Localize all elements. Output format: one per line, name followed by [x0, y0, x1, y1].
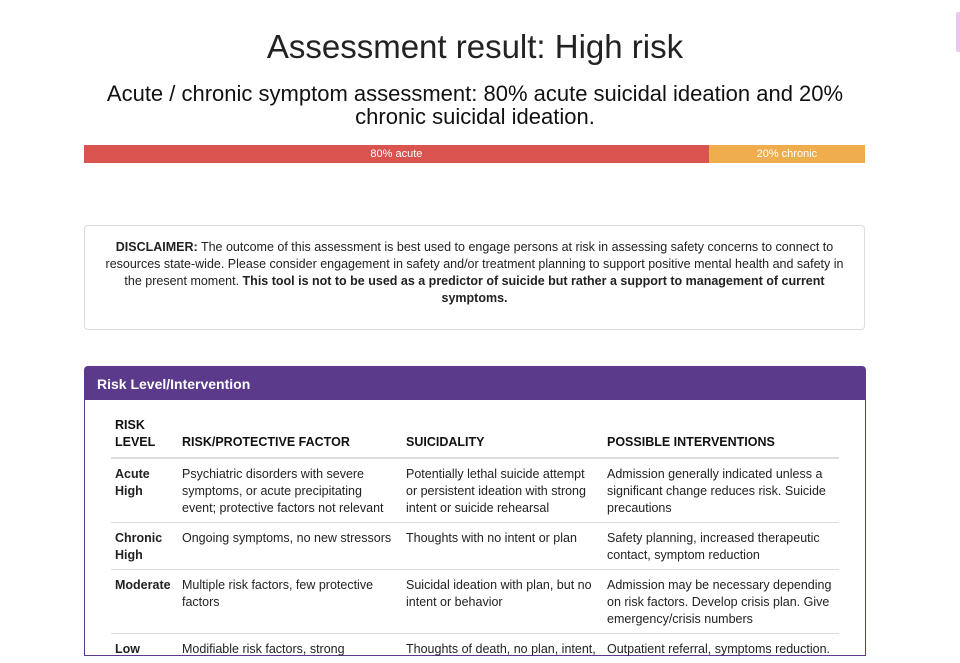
assessment-subtitle: Acute / chronic symptom assessment: 80% acute suicidal ideation and 20% chronic suicidal ideation.: [90, 82, 860, 128]
table-header-row: [111, 417, 839, 458]
disclaimer-box: [84, 225, 865, 330]
suicidality-cell: Suicidal ideation with plan, but no intent or behavior: [402, 570, 603, 634]
page-title: Assessment result: High risk: [0, 28, 950, 66]
table-row: [111, 570, 839, 634]
panel-title: Risk Level/Intervention: [85, 367, 865, 400]
interventions-cell: Admission may be necessary depending on risk factors. Develop crisis plan. Give emergency/crisis numbers: [603, 570, 839, 634]
column-header-risk-level: RISK LEVEL: [111, 417, 178, 458]
column-header-factor: RISK/PROTECTIVE FACTOR: [178, 417, 402, 458]
disclaimer-label: DISCLAIMER:: [116, 240, 198, 254]
risk-level-cell: Low: [111, 634, 178, 663]
column-header-suicidality: SUICIDALITY: [402, 417, 603, 458]
progress-segment-acute: [84, 145, 709, 163]
interventions-cell: Safety planning, increased therapeutic contact, symptom reduction: [603, 523, 839, 570]
disclaimer-emphasis: This tool is not to be used as a predictor of suicide but rather a support to management of current symptoms.: [243, 274, 825, 305]
suicidality-cell: Potentially lethal suicide attempt or persistent ideation with strong intent or suicide rehearsal: [402, 458, 603, 523]
table-row: [111, 458, 839, 523]
table-row: [111, 523, 839, 570]
column-header-interventions: POSSIBLE INTERVENTIONS: [603, 417, 839, 458]
progress-label-chronic: 20% chronic: [757, 148, 818, 160]
suicidality-cell: Thoughts of death, no plan, intent,: [402, 634, 603, 663]
risk-intervention-table: [111, 417, 839, 663]
acute-chronic-progress-bar: [84, 145, 865, 163]
risk-level-panel: [84, 366, 866, 656]
factor-cell: Ongoing symptoms, no new stressors: [178, 523, 402, 570]
side-tab[interactable]: [956, 12, 960, 52]
progress-segment-chronic: [709, 145, 865, 163]
factor-cell: Modifiable risk factors, strong: [178, 634, 402, 663]
interventions-cell: Admission generally indicated unless a significant change reduces risk. Suicide precautions: [603, 458, 839, 523]
risk-level-cell: Acute High: [111, 458, 178, 523]
disclaimer-text: The outcome of this assessment is best used to engage persons at risk in assessing safety concerns to connect to resources state-wide. Please consider engagement in safety and/or treatment planning to support positive mental health and safety in the present moment.: [106, 240, 844, 288]
interventions-cell: Outpatient referral, symptoms reduction.: [603, 634, 839, 663]
progress-label-acute: 80% acute: [370, 148, 422, 160]
suicidality-cell: Thoughts with no intent or plan: [402, 523, 603, 570]
risk-level-cell: Chronic High: [111, 523, 178, 570]
factor-cell: Multiple risk factors, few protective factors: [178, 570, 402, 634]
risk-level-cell: Moderate: [111, 570, 178, 634]
factor-cell: Psychiatric disorders with severe symptoms, or acute precipitating event; protective factors not relevant: [178, 458, 402, 523]
table-row: [111, 634, 839, 663]
